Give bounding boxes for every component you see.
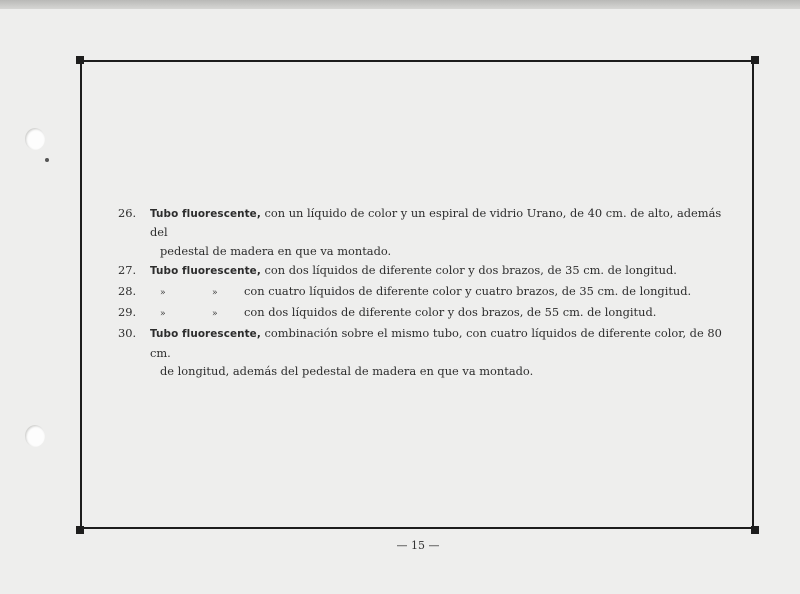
entry-text-continuation: de longitud, además del pedestal de madera en que va montado. — [160, 364, 534, 379]
entry-number: 27. — [118, 263, 137, 278]
entry-text: con cuatro líquidos de diferente color y cuatro brazos, de 35 cm. de longitud. — [244, 283, 692, 298]
entry-term: Tubo fluorescente, — [150, 328, 261, 341]
frame-corner-top-left — [76, 56, 84, 64]
punch-hole-top — [25, 128, 45, 150]
page-number: — 15 — — [396, 539, 440, 552]
frame-corner-top-right — [751, 56, 759, 64]
ditto-mark: » — [160, 287, 166, 298]
catalog-entries — [118, 204, 728, 382]
frame-corner-bottom-right — [751, 526, 759, 534]
entry-text-continuation: pedestal de madera en que va montado. — [160, 243, 392, 258]
catalog-entry-26 — [118, 204, 728, 260]
entry-term: Tubo fluorescente, — [150, 265, 261, 278]
ink-speck — [45, 158, 49, 162]
ditto-mark: » — [212, 309, 218, 320]
entry-text: combinación sobre el mismo tubo, con cuatro líquidos de diferente color, de 80 cm. — [150, 326, 722, 360]
catalog-entry-27 — [118, 261, 728, 280]
catalog-entry-30 — [118, 324, 728, 380]
catalog-entry-28 — [118, 282, 728, 302]
ditto-mark: » — [212, 287, 218, 298]
entry-text: con dos líquidos de diferente color y dos brazos, de 55 cm. de longitud. — [244, 305, 657, 320]
entry-number: 30. — [118, 326, 137, 341]
scan-top-edge — [0, 0, 800, 9]
entry-text: con un líquido de color y un espiral de vidrio Urano, de 40 cm. de alto, además del — [150, 206, 722, 240]
punch-hole-bottom — [25, 425, 45, 447]
entry-number: 28. — [118, 283, 137, 298]
catalog-entry-29 — [118, 303, 728, 323]
entry-text: con dos líquidos de diferente color y dos brazos, de 35 cm. de longitud. — [260, 263, 677, 278]
ditto-mark: » — [160, 309, 166, 320]
frame-corner-bottom-left — [76, 526, 84, 534]
entry-number: 26. — [118, 206, 137, 220]
entry-term: Tubo fluorescente, — [150, 208, 261, 220]
entry-number: 29. — [118, 305, 137, 320]
